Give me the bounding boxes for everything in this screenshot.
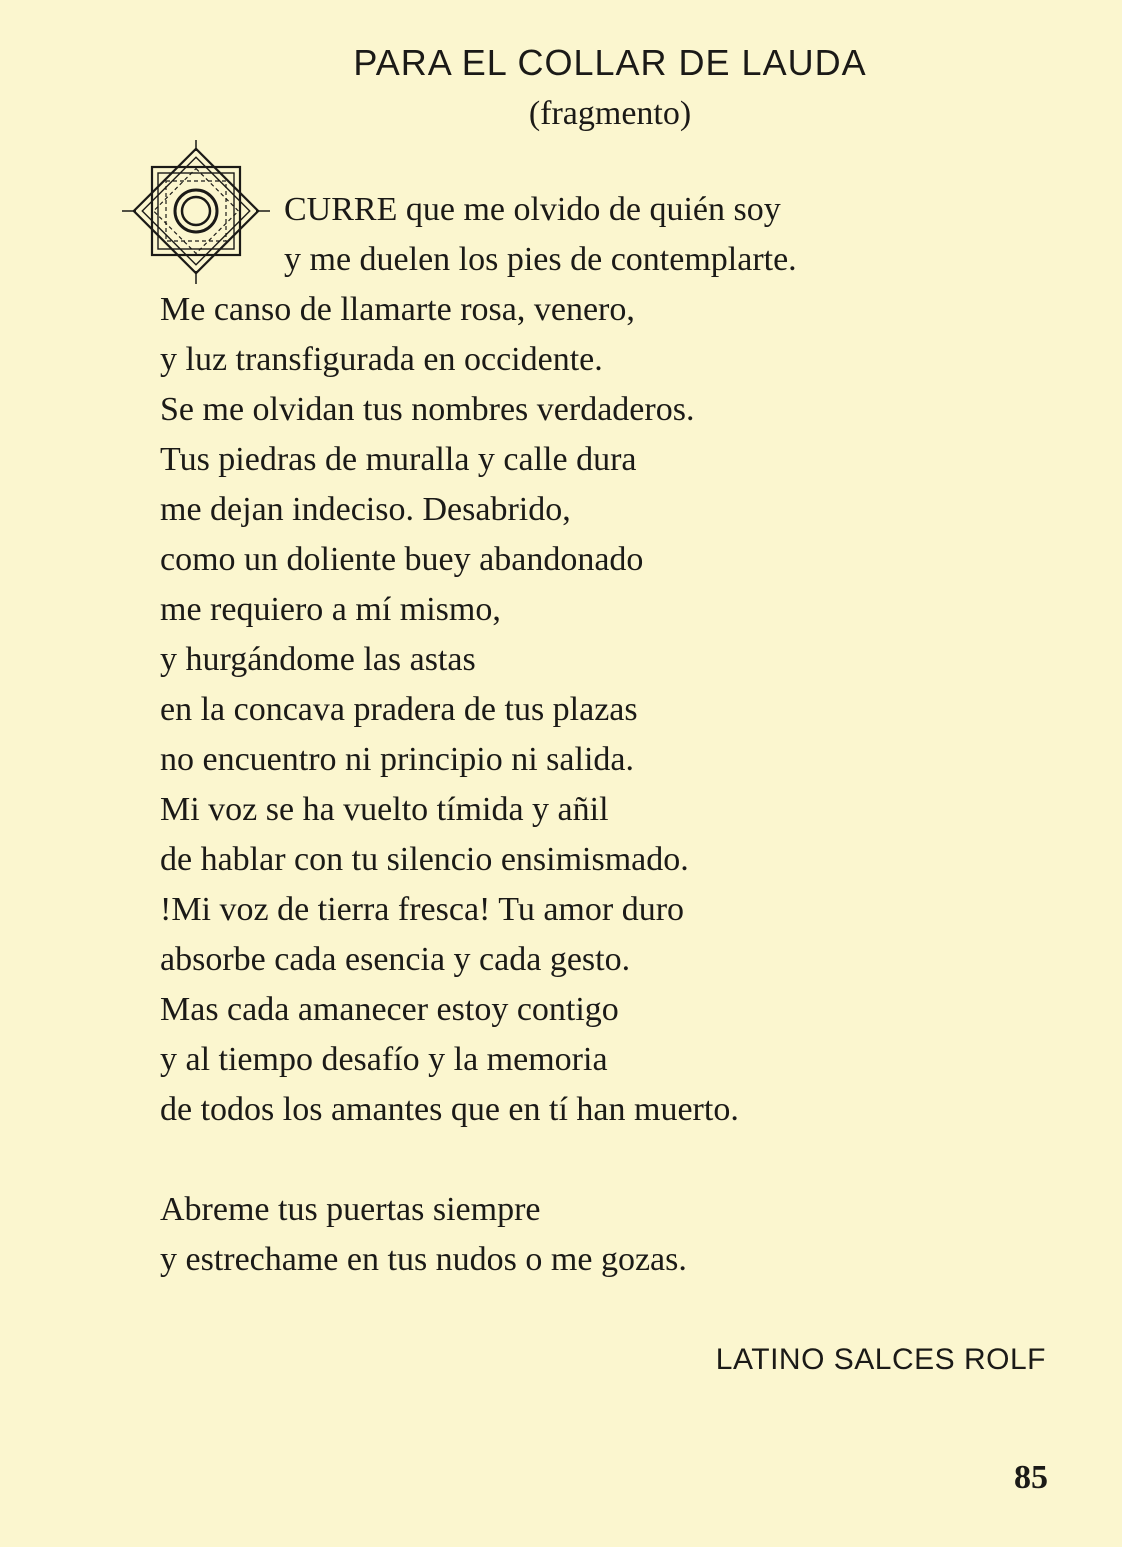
poem-line: Tus piedras de muralla y calle dura	[160, 441, 637, 478]
poem-line: y luz transfigurada en occidente.	[160, 341, 603, 378]
page-number: 85	[1014, 1459, 1048, 1496]
poem-line: como un doliente buey abandonado	[160, 541, 644, 578]
poem-line: y estrechame en tus nudos o me gozas.	[160, 1241, 687, 1278]
poem-line: CURRE que me olvido de quién soy	[284, 191, 781, 228]
poem-line: Me canso de llamarte rosa, venero,	[160, 291, 635, 328]
poem-line: Se me olvidan tus nombres verdaderos.	[160, 391, 695, 428]
poem-line: en la concava pradera de tus plazas	[160, 691, 638, 728]
poem-line: de hablar con tu silencio ensimismado.	[160, 841, 689, 878]
poem-line: me requiero a mí mismo,	[160, 591, 501, 628]
poem-line: de todos los amantes que en tí han muerto.	[160, 1091, 739, 1128]
poem-line: Abreme tus puertas siempre	[160, 1191, 541, 1228]
poem-line: y me duelen los pies de contemplarte.	[284, 241, 797, 278]
poem-subtitle: (fragmento)	[528, 95, 692, 132]
poem-line: y hurgándome las astas	[160, 641, 476, 678]
poem-title: PARA EL COLLAR DE LAUDA	[353, 42, 867, 83]
poem-line: y al tiempo desafío y la memoria	[160, 1041, 608, 1078]
poem-line: me dejan indeciso. Desabrido,	[160, 491, 571, 528]
author-name: LATINO SALCES ROLF	[715, 1343, 1046, 1376]
poem-line: Mas cada amanecer estoy contigo	[160, 991, 619, 1028]
poem-line: absorbe cada esencia y cada gesto.	[160, 941, 631, 978]
poem-line: no encuentro ni principio ni salida.	[160, 741, 634, 778]
poem-line: !Mi voz de tierra fresca! Tu amor duro	[160, 891, 685, 928]
poem-line: Mi voz se ha vuelto tímida y añil	[160, 791, 609, 828]
